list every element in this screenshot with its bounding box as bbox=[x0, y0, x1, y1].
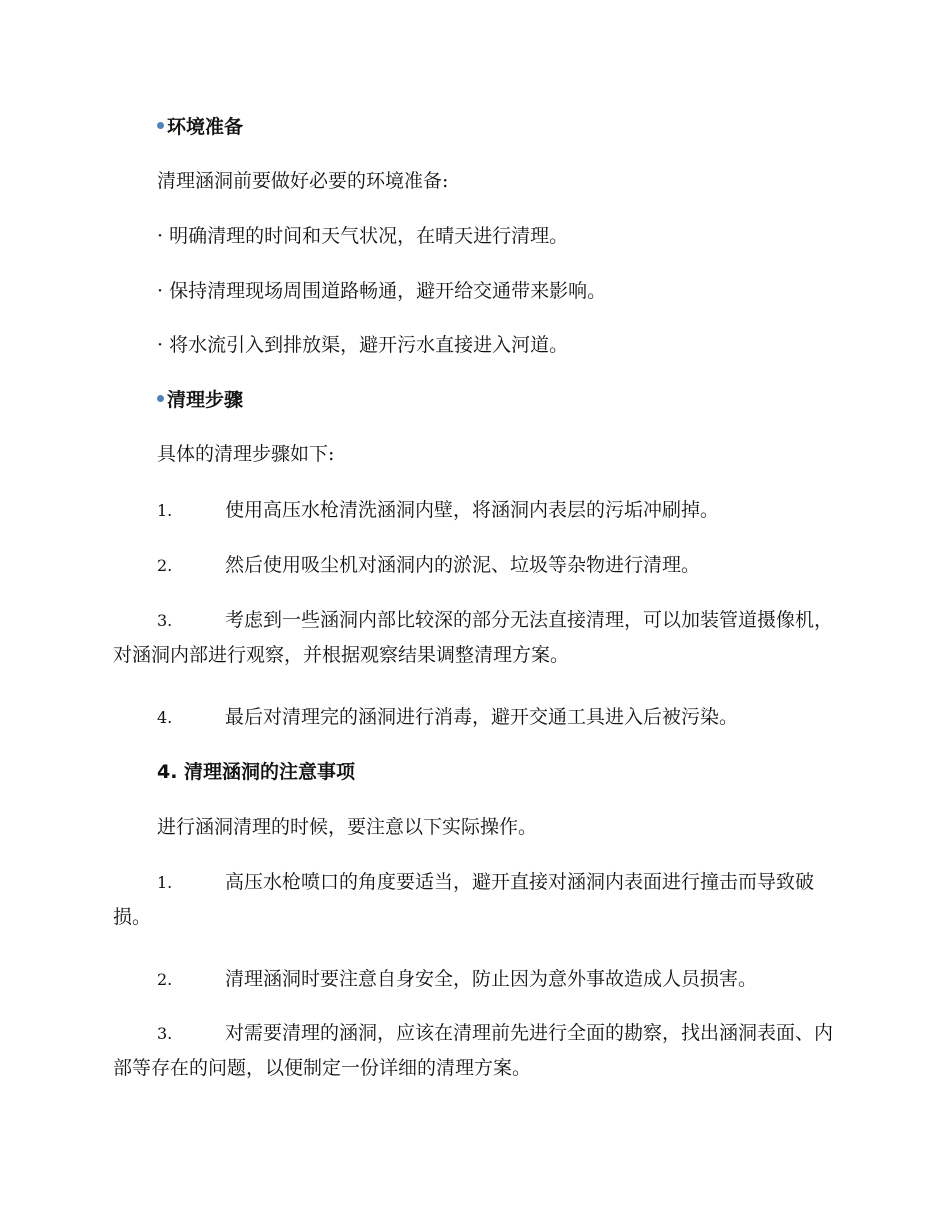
item-text: 考虑到一些涵洞内部比较深的部分无法直接清理，可以加装管道摄像机，对涵洞内部进行观察，并根据观察结果调整清理方案。 bbox=[113, 609, 834, 666]
item-number: 4. bbox=[157, 708, 173, 727]
item-number: 2. bbox=[157, 556, 173, 575]
section-heading-notes: 4. 清理涵洞的注意事项 bbox=[157, 761, 356, 783]
item-text: 高压水枪喷口的角度要适当，避开直接对涵洞内表面进行撞击而导致破损。 bbox=[113, 871, 815, 928]
section-heading-steps: 清理步骤 bbox=[113, 383, 833, 417]
item-text: 然后使用吸尘机对涵洞内的淤泥、垃圾等杂物进行清理。 bbox=[225, 554, 701, 576]
numbered-item-step-3 bbox=[113, 603, 833, 672]
item-number: 3. bbox=[157, 1024, 173, 1043]
section-heading-env: 环境准备 bbox=[113, 110, 833, 144]
numbered-item-step-2 bbox=[113, 548, 833, 583]
paragraph-steps-intro: 具体的清理步骤如下: bbox=[157, 443, 335, 465]
item-number: 3. bbox=[157, 611, 173, 630]
list-item-env-1: · 明确清理的时间和天气状况，在晴天进行清理。 bbox=[157, 225, 569, 247]
list-item-env-2: · 保持清理现场周围道路畅通，避开给交通带来影响。 bbox=[157, 280, 607, 302]
item-text: 最后对清理完的涵洞进行消毒，避开交通工具进入后被污染。 bbox=[225, 706, 739, 728]
item-text: 对需要清理的涵洞，应该在清理前先进行全面的勘察，找出涵洞表面、内部等存在的问题，以便制定一份详细的清理方案。 bbox=[113, 1022, 834, 1079]
item-text: 使用高压水枪清洗涵洞内壁，将涵洞内表层的污垢冲刷掉。 bbox=[225, 499, 720, 521]
numbered-item-note-3 bbox=[113, 1016, 833, 1085]
bullet-dot-icon bbox=[157, 122, 164, 129]
numbered-item-note-1 bbox=[113, 865, 833, 934]
item-number: 1. bbox=[157, 501, 173, 520]
numbered-item-step-1 bbox=[113, 493, 833, 528]
numbered-item-note-2 bbox=[113, 962, 833, 997]
bullet-dot-icon bbox=[157, 395, 164, 402]
item-text: 清理涵洞时要注意自身安全，防止因为意外事故造成人员损害。 bbox=[225, 968, 758, 990]
paragraph-env-intro: 清理涵洞前要做好必要的环境准备: bbox=[157, 170, 449, 192]
paragraph-notes-intro: 进行涵洞清理的时候，要注意以下实际操作。 bbox=[157, 816, 538, 838]
item-number: 1. bbox=[157, 873, 173, 892]
list-item-env-3: · 将水流引入到排放渠，避开污水直接进入河道。 bbox=[157, 334, 569, 356]
numbered-item-step-4 bbox=[113, 700, 833, 735]
item-number: 2. bbox=[157, 970, 173, 989]
